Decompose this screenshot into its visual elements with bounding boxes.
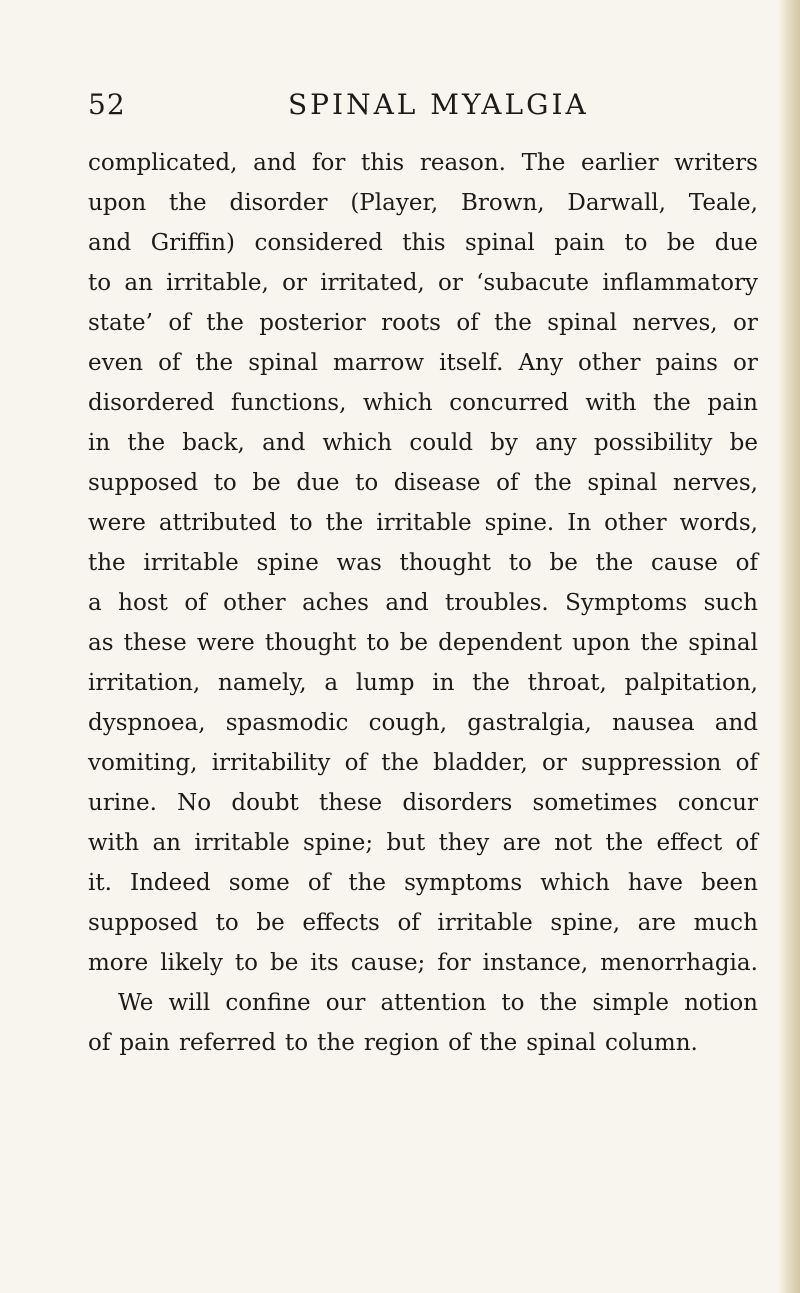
- text-line: [88, 703, 758, 743]
- word: disease: [393, 470, 481, 496]
- word: pain: [554, 230, 605, 256]
- body-text: [88, 143, 758, 1063]
- word: the: [605, 830, 644, 856]
- word: to: [508, 550, 532, 576]
- text-line: [88, 623, 758, 663]
- word: be: [399, 630, 428, 656]
- word: and: [253, 150, 297, 176]
- word: much: [693, 910, 758, 936]
- word: with: [88, 830, 140, 856]
- word: the: [640, 630, 679, 656]
- word: of: [168, 310, 191, 336]
- word: and: [262, 430, 306, 456]
- word: irritation,: [88, 670, 201, 696]
- word: No: [177, 790, 212, 816]
- text-line: [88, 1023, 758, 1063]
- word: they: [438, 830, 490, 856]
- word: the: [348, 870, 386, 896]
- word: other: [604, 510, 667, 536]
- word: an: [152, 830, 181, 856]
- word: effects: [302, 910, 380, 936]
- word: or: [542, 750, 567, 776]
- word: these: [319, 790, 383, 816]
- word: will: [168, 990, 211, 1016]
- word: been: [701, 870, 758, 896]
- word: of: [735, 550, 758, 576]
- word: notion: [684, 990, 758, 1016]
- word: the: [595, 550, 634, 576]
- text-line: [88, 463, 758, 503]
- word: be: [269, 950, 299, 976]
- word: aches: [302, 590, 369, 616]
- word: cause: [651, 550, 718, 576]
- word: the: [88, 550, 126, 576]
- word: spasmodic: [225, 710, 349, 736]
- word: are: [637, 910, 676, 936]
- word: likely: [160, 950, 223, 976]
- word: nerves,: [672, 470, 758, 496]
- word: to: [289, 510, 313, 536]
- word: and: [88, 230, 132, 256]
- word: of: [448, 1030, 471, 1056]
- word: concurred: [449, 390, 569, 416]
- word: upon: [88, 190, 147, 216]
- word: be: [252, 470, 281, 496]
- word: for: [312, 150, 346, 176]
- word: the: [494, 310, 532, 336]
- word: pains: [655, 350, 718, 376]
- word: due: [296, 470, 340, 496]
- word: any: [535, 430, 577, 456]
- word: dependent: [438, 630, 562, 656]
- word: confine: [225, 990, 311, 1016]
- word: spinal: [526, 1030, 596, 1056]
- word: spinal: [465, 230, 535, 256]
- word: other: [223, 590, 286, 616]
- text-line: [88, 743, 758, 783]
- word: to: [285, 1030, 309, 1056]
- word: the: [539, 990, 578, 1016]
- word: Brown,: [461, 190, 545, 216]
- word: the: [472, 670, 510, 696]
- word: but: [386, 830, 426, 856]
- text-line: [88, 983, 758, 1023]
- word: irritable,: [166, 270, 269, 296]
- text-line: [88, 263, 758, 303]
- word: throat,: [527, 670, 607, 696]
- word: were: [196, 630, 255, 656]
- word: irritated,: [320, 270, 425, 296]
- word: and: [714, 710, 758, 736]
- word: some: [228, 870, 290, 896]
- text-line: [88, 943, 758, 983]
- word: In: [567, 510, 592, 536]
- word: which: [540, 870, 610, 896]
- word: of: [344, 750, 367, 776]
- text-line: [88, 143, 758, 183]
- text-line: [88, 583, 758, 623]
- word: cause;: [350, 950, 426, 976]
- word: The: [521, 150, 566, 176]
- word: be: [256, 910, 285, 936]
- word: such: [703, 590, 758, 616]
- word: a: [88, 590, 102, 616]
- text-line: [88, 863, 758, 903]
- word: to: [234, 950, 258, 976]
- word: urine.: [88, 790, 157, 816]
- word: irritable: [143, 550, 239, 576]
- running-head: SPINAL MYALGIA: [288, 88, 589, 121]
- word: of: [307, 870, 331, 896]
- word: spine.: [484, 510, 555, 536]
- word: cough,: [368, 710, 448, 736]
- word: column.: [604, 1030, 698, 1056]
- word: symptoms: [404, 870, 523, 896]
- word: to: [624, 230, 648, 256]
- word: possibility: [593, 430, 713, 456]
- text-line: [88, 543, 758, 583]
- word: the: [127, 430, 166, 456]
- word: are: [502, 830, 541, 856]
- text-line: [88, 343, 758, 383]
- word: this: [402, 230, 446, 256]
- word: a: [324, 670, 339, 696]
- word: region: [363, 1030, 440, 1056]
- word: thought: [264, 630, 357, 656]
- word: namely,: [218, 670, 307, 696]
- word: of: [397, 910, 420, 936]
- word: pain: [707, 390, 758, 416]
- word: doubt: [231, 790, 299, 816]
- word: as: [88, 630, 114, 656]
- word: other: [578, 350, 641, 376]
- word: spine: [256, 550, 319, 576]
- word: irritable: [376, 510, 472, 536]
- word: writers: [674, 150, 758, 176]
- word: these: [123, 630, 187, 656]
- word: which: [322, 430, 393, 456]
- word: the: [169, 190, 207, 216]
- word: not: [554, 830, 593, 856]
- word: Indeed: [130, 870, 211, 896]
- word: the: [534, 470, 572, 496]
- word: of: [735, 750, 758, 776]
- text-line: [88, 383, 758, 423]
- word: menorrhagia.: [600, 950, 758, 976]
- word: be: [549, 550, 578, 576]
- word: be: [729, 430, 758, 456]
- word: (Player,: [350, 190, 439, 216]
- word: functions,: [231, 390, 347, 416]
- word: the: [381, 750, 419, 776]
- word: irritability: [211, 750, 331, 776]
- word: or: [282, 270, 307, 296]
- word: of: [158, 350, 181, 376]
- word: even: [88, 350, 144, 376]
- word: upon: [572, 630, 631, 656]
- word: in: [88, 430, 111, 456]
- word: itself.: [439, 350, 504, 376]
- page-edge-shadow: [778, 0, 800, 1293]
- word: referred: [178, 1030, 277, 1056]
- word: irritable: [437, 910, 533, 936]
- word: have: [627, 870, 684, 896]
- word: posterior: [259, 310, 366, 336]
- word: Teale,: [688, 190, 758, 216]
- word: state’: [88, 310, 153, 336]
- text-line: [88, 783, 758, 823]
- text-line: [88, 503, 758, 543]
- text-line: [88, 903, 758, 943]
- word: and: [385, 590, 429, 616]
- word: by: [490, 430, 518, 456]
- text-line: [88, 183, 758, 223]
- word: supposed: [88, 910, 199, 936]
- word: to: [88, 270, 112, 296]
- word: to: [366, 630, 390, 656]
- word: with: [585, 390, 637, 416]
- word: Symptoms: [565, 590, 688, 616]
- word: be: [666, 230, 696, 256]
- word: or: [438, 270, 463, 296]
- word: to: [213, 470, 237, 496]
- word: or: [733, 350, 758, 376]
- word: host: [118, 590, 168, 616]
- text-line: [88, 663, 758, 703]
- text-line: [88, 423, 758, 463]
- page-number: 52: [88, 88, 126, 121]
- word: could: [409, 430, 473, 456]
- word: reason.: [419, 150, 506, 176]
- word: of: [184, 590, 207, 616]
- word: more: [88, 950, 149, 976]
- word: to: [355, 470, 379, 496]
- word: suppression: [581, 750, 722, 776]
- word: marrow: [333, 350, 425, 376]
- word: dyspnoea,: [88, 710, 206, 736]
- word: palpitation,: [624, 670, 758, 696]
- word: ‘subacute: [476, 270, 590, 296]
- word: complicated,: [88, 150, 238, 176]
- word: of: [735, 830, 758, 856]
- word: effect: [656, 830, 723, 856]
- word: Any: [518, 350, 563, 376]
- word: We: [118, 990, 154, 1016]
- word: due: [714, 230, 758, 256]
- word: instance,: [482, 950, 589, 976]
- word: disorder: [229, 190, 328, 216]
- word: was: [336, 550, 382, 576]
- word: simple: [592, 990, 669, 1016]
- word: disorders: [402, 790, 513, 816]
- text-line: [88, 303, 758, 343]
- word: supposed: [88, 470, 199, 496]
- word: sometimes: [532, 790, 658, 816]
- word: or: [733, 310, 758, 336]
- word: the: [479, 1030, 518, 1056]
- word: spinal: [248, 350, 318, 376]
- word: inflammatory: [602, 270, 758, 296]
- word: concur: [677, 790, 758, 816]
- word: vomiting,: [88, 750, 198, 776]
- word: spinal: [587, 470, 658, 496]
- word: thought: [399, 550, 491, 576]
- word: gastralgia,: [467, 710, 592, 736]
- word: lump: [355, 670, 415, 696]
- word: Griffin): [150, 230, 235, 256]
- word: nausea: [612, 710, 695, 736]
- word: disordered: [88, 390, 215, 416]
- word: earlier: [581, 150, 659, 176]
- word: in: [432, 670, 455, 696]
- word: considered: [254, 230, 383, 256]
- word: irritable: [194, 830, 290, 856]
- word: the: [195, 350, 234, 376]
- page-header: [88, 88, 748, 128]
- word: of: [496, 470, 519, 496]
- word: pain: [119, 1030, 170, 1056]
- word: of: [456, 310, 479, 336]
- word: spine,: [550, 910, 621, 936]
- word: our: [325, 990, 366, 1016]
- word: of: [88, 1030, 111, 1056]
- text-line: [88, 823, 758, 863]
- word: attributed: [158, 510, 277, 536]
- word: the: [206, 310, 244, 336]
- word: it.: [88, 870, 112, 896]
- word: this: [361, 150, 405, 176]
- word: troubles.: [445, 590, 549, 616]
- word: Darwall,: [567, 190, 666, 216]
- word: the: [317, 1030, 355, 1056]
- word: to: [215, 910, 239, 936]
- word: spinal: [547, 310, 618, 336]
- text-line: [88, 223, 758, 263]
- word: which: [363, 390, 433, 416]
- word: the: [325, 510, 364, 536]
- word: an: [124, 270, 153, 296]
- word: back,: [182, 430, 245, 456]
- word: attention: [380, 990, 487, 1016]
- word: for: [437, 950, 471, 976]
- word: spinal: [688, 630, 758, 656]
- word: its: [310, 950, 339, 976]
- word: nerves,: [632, 310, 718, 336]
- word: roots: [381, 310, 441, 336]
- word: to: [501, 990, 525, 1016]
- word: words,: [679, 510, 758, 536]
- word: bladder,: [433, 750, 528, 776]
- word: the: [653, 390, 691, 416]
- word: spine;: [303, 830, 374, 856]
- word: were: [88, 510, 146, 536]
